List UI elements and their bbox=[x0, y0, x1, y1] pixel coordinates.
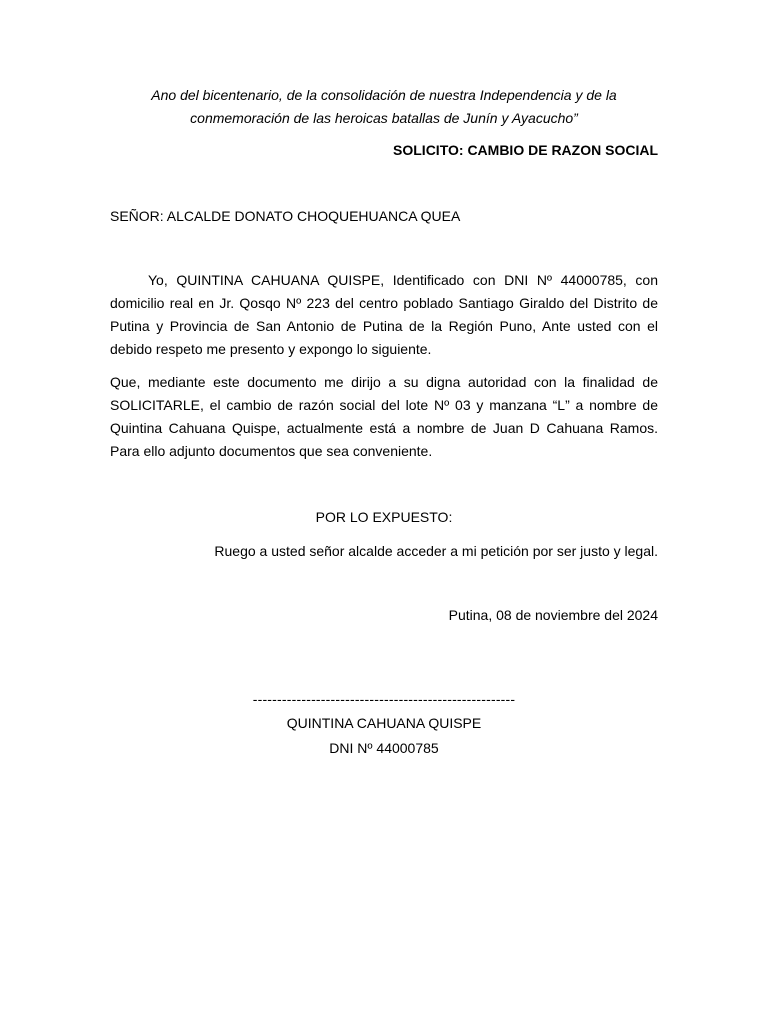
signer-name: QUINTINA CAHUANA QUISPE bbox=[286, 715, 482, 731]
signer-dni: DNI Nº 44000785 bbox=[329, 740, 439, 756]
body-paragraph-introduction: Yo, QUINTINA CAHUANA QUISPE, Identificado con DNI Nº 44000785, con domicilio real en Jr. Qosqo Nº 223 del centro poblado Santiago Giraldo del Distrito de Putina y Provincia de San Antonio de Putina de la Región Puno, Ante usted con el debido respeto me presento y expongo lo siguiente. bbox=[110, 272, 658, 357]
signature-line: ------------------------------------------------------ bbox=[252, 691, 516, 707]
body-paragraph-request: Que, mediante este documento me dirijo a su digna autoridad con la finalidad de SOLICITARLE, el cambio de razón social del lote Nº 03 y manzana “L” a nombre de Quintina Cahuana Quispe, actualmente está a nombre de Juan D Cahuana Ramos. Para ello adjunto documentos que sea conveniente. bbox=[110, 374, 658, 459]
place-and-date: Putina, 08 de noviembre del 2024 bbox=[448, 607, 658, 623]
addressee: SEÑOR: ALCALDE DONATO CHOQUEHUANCA QUEA bbox=[110, 208, 461, 224]
year-motto bbox=[110, 84, 658, 130]
year-motto-line-1: Ano del bicentenario, de la consolidación de nuestra Independencia y de la bbox=[151, 87, 617, 103]
year-motto-line-2: conmemoración de las heroicas batallas de Junín y Ayacucho” bbox=[190, 110, 578, 126]
subject-heading: SOLICITO: CAMBIO DE RAZON SOCIAL bbox=[393, 142, 658, 158]
closing-request: Ruego a usted señor alcalde acceder a mi petición por ser justo y legal. bbox=[214, 543, 658, 559]
por-lo-expuesto-heading: POR LO EXPUESTO: bbox=[315, 509, 453, 525]
